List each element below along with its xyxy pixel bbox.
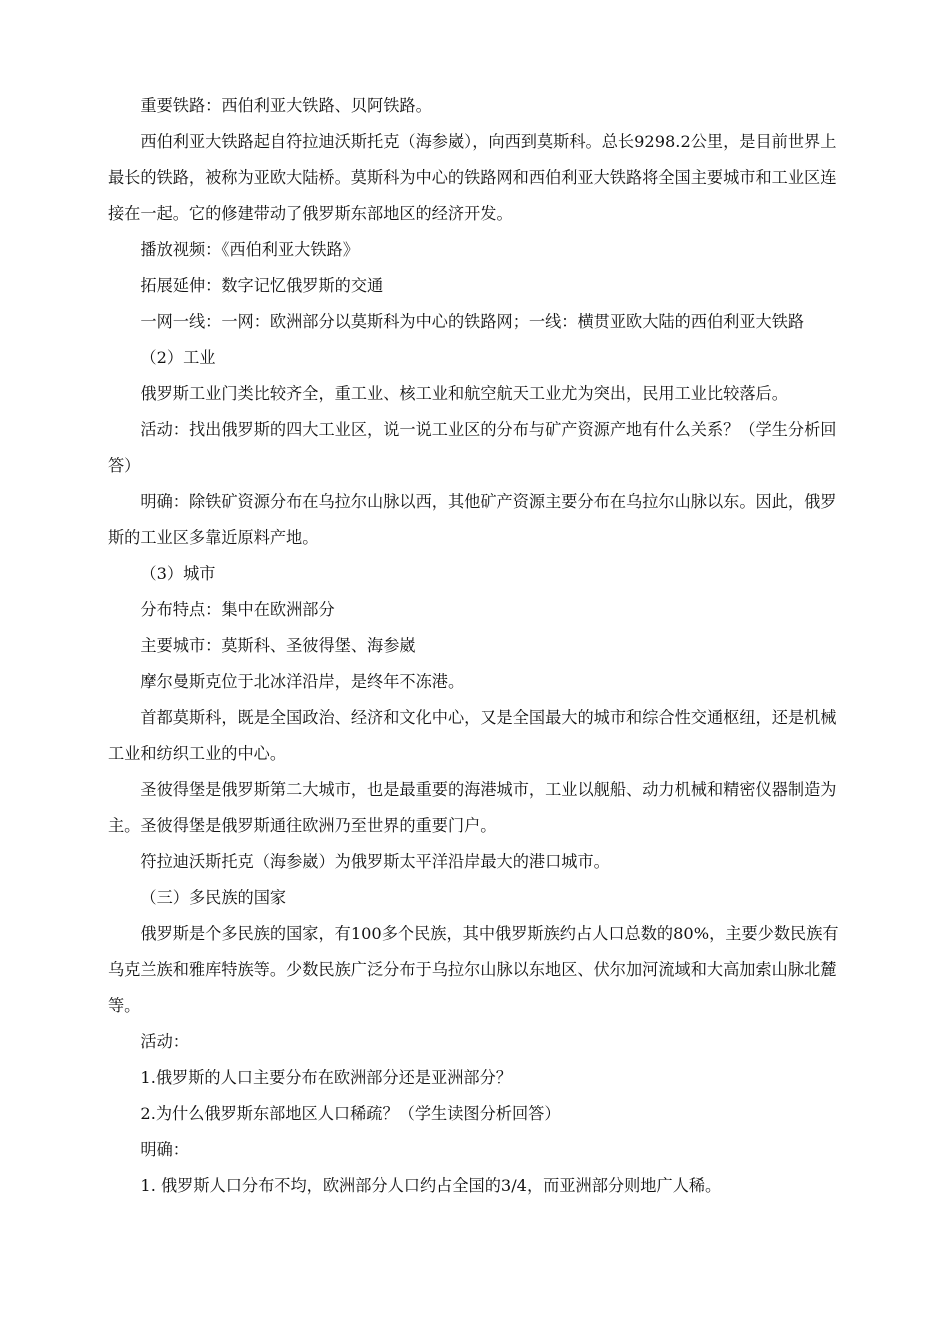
paragraph-vladivostok: 符拉迪沃斯托克（海参崴）为俄罗斯太平洋沿岸最大的港口城市。 [140,852,610,871]
paragraph-extension: 拓展延伸：数字记忆俄罗斯的交通 [140,276,384,295]
paragraph-clarify-industry: 明确：除铁矿资源分布在乌拉尔山脉以西，其他矿产资源主要分布在乌拉尔山脉以东。因此，俄罗斯的工业区多靠近原料产地。 [108,492,837,547]
paragraph-video: 播放视频：《西伯利亚大铁路》 [140,240,359,259]
heading-industry: （2）工业 [140,348,216,367]
paragraph-ethnic-desc: 俄罗斯是个多民族的国家，有100多个民族，其中俄罗斯族约占人口总数的80%，主要少数民族有乌克兰族和雅库特族等。少数民族广泛分布于乌拉尔山脉以东地区、伏尔加河流域和大高加索山脉北麓等。 [108,924,839,1015]
paragraph-murmansk: 摩尔曼斯克位于北冰洋沿岸，是终年不冻港。 [140,672,465,691]
paragraph-question-2: 2.为什么俄罗斯东部地区人口稀疏？（学生读图分析回答） [140,1104,561,1123]
paragraph-city-main: 主要城市：莫斯科、圣彼得堡、海参崴 [140,636,416,655]
heading-city: （3）城市 [140,564,216,583]
paragraph-industry-desc: 俄罗斯工业门类比较齐全，重工业、核工业和航空航天工业尤为突出，民用工业比较落后。 [140,384,788,403]
paragraph-clarify-label: 明确： [140,1140,189,1159]
paragraph-answer-1: 1. 俄罗斯人口分布不均，欧洲部分人口约占全国的3/4，而亚洲部分则地广人稀。 [140,1176,722,1195]
document-body [108,88,840,1204]
heading-ethnic: （三）多民族的国家 [140,888,287,907]
paragraph-activity-label: 活动： [140,1032,189,1051]
paragraph-railways-key: 重要铁路：西伯利亚大铁路、贝阿铁路。 [140,96,432,115]
paragraph-moscow: 首都莫斯科，既是全国政治、经济和文化中心，又是全国最大的城市和综合性交通枢纽，还是机械工业和纺织工业的中心。 [108,708,837,763]
paragraph-siberian-railway: 西伯利亚大铁路起自符拉迪沃斯托克（海参崴），向西到莫斯科。总长9298.2公里，是目前世界上最长的铁路，被称为亚欧大陆桥。莫斯科为中心的铁路网和西伯利亚大铁路将全国主要城市和工业区连接在一起。它的修建带动了俄罗斯东部地区的经济开发。 [108,132,837,223]
paragraph-city-distribution: 分布特点：集中在欧洲部分 [140,600,335,619]
paragraph-activity-industry: 活动：找出俄罗斯的四大工业区，说一说工业区的分布与矿产资源产地有什么关系？（学生分析回答） [108,420,837,475]
paragraph-question-1: 1.俄罗斯的人口主要分布在欧洲部分还是亚洲部分？ [140,1068,512,1087]
paragraph-st-petersburg: 圣彼得堡是俄罗斯第二大城市，也是最重要的海港城市，工业以舰船、动力机械和精密仪器制造为主。圣彼得堡是俄罗斯通往欧洲乃至世界的重要门户。 [108,780,837,835]
paragraph-one-net-one-line: 一网一线：一网：欧洲部分以莫斯科为中心的铁路网；一线：横贯亚欧大陆的西伯利亚大铁路 [140,312,805,331]
